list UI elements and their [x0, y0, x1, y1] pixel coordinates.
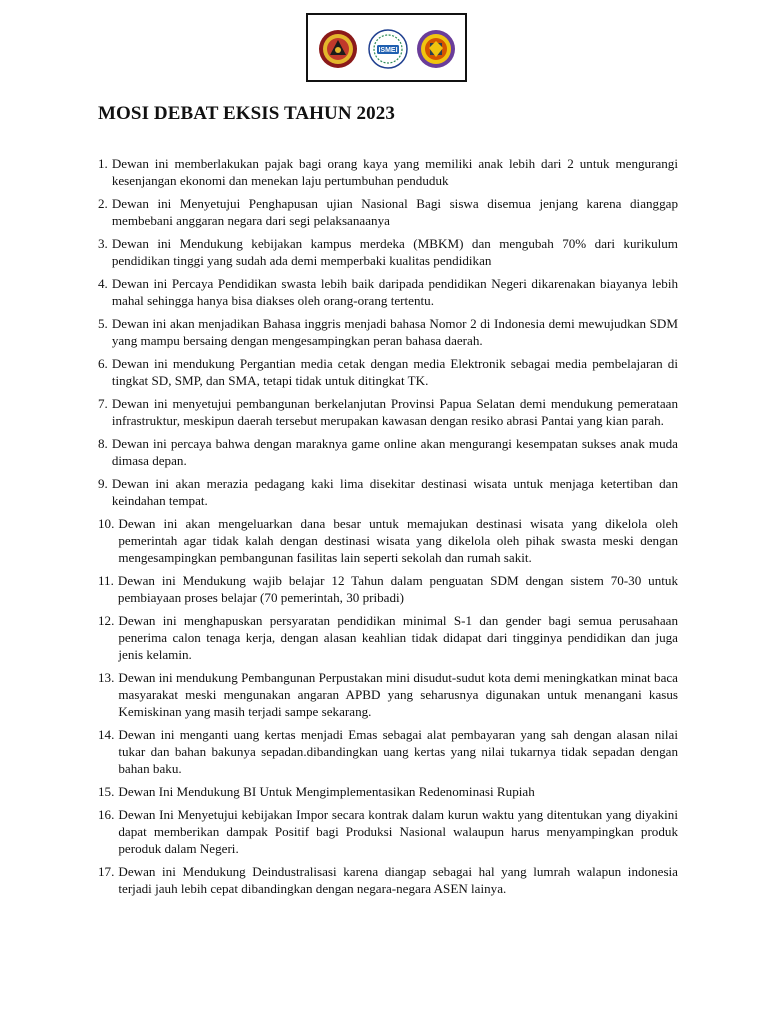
ismei-text: ISMEI: [378, 47, 398, 54]
motion-text: Dewan ini mendukung Pembangunan Perpustakan mini disudut-sudut kota demi meningkatkan minat baca masyarakat meski mengunakan angaran APBD yang seharusnya digunakan untuk menangani kasus Kemiskinan yang masih terjadi sampe sekarang.: [118, 670, 678, 719]
motion-text: Dewan ini Mendukung kebijakan kampus merdeka (MBKM) dan mengubah 70% dari kurikulum pendidikan tinggi yang sudah ada demi memperbaki kualitas pendidikan: [111, 236, 678, 268]
university-seal-left-icon: [318, 29, 358, 69]
motion-number: 10.: [98, 516, 115, 531]
motion-text: Dewan ini menganti uang kertas menjadi Emas sebagai alat pembayaran yang sah dengan alasan nilai tukar dan bahan bakunya sepadan.dibandingkan uang kertas yang nilai tukarnya tidak sepadan dengan bahan baku.: [118, 727, 678, 776]
motion-list: [98, 155, 678, 903]
motion-number: 16.: [98, 807, 115, 822]
motion-item: [98, 155, 678, 189]
motion-number: 13.: [98, 670, 115, 685]
motion-text: Dewan ini Menyetujui Penghapusan ujian Nasional Bagi siswa disemua jenjang karena dianggap membebani anggaran negara dari segi pelaksanaanya: [111, 196, 678, 228]
motion-item: [98, 669, 678, 720]
motion-text: Dewan ini Mendukung Deindustralisasi karena diangap sebagai hal yang lumrah walapun indonesia terjadi jauh lebih cepat dibandingkan dengan negara-negara ASEN lainya.: [118, 864, 678, 896]
motion-text: Dewan ini akan mengeluarkan dana besar untuk memajukan destinasi wisata yang dikelola oleh pemerintah agar tidak kalah dengan destinasi wisata yang dikelola oleh pihak swasta meski dengan mengesampingkan pembangunan fasilitas lain seperti sekolah dan rumah sakit.: [118, 516, 678, 565]
motion-text: Dewan Ini Menyetujui kebijakan Impor secara kontrak dalam kurun waktu yang ditentukan yang diyakini dapat memberikan dampak Positif bagi Produksi Nasional walaupun harus menyampingkan produk peroduk dalam Negeri.: [118, 807, 678, 856]
motion-text: Dewan ini percaya bahwa dengan maraknya game online akan mengurangi kesempatan sukses anak muda dimasa depan.: [111, 436, 678, 468]
motion-number: 15.: [98, 784, 115, 799]
motion-text: Dewan Ini Mendukung BI Untuk Mengimplementasikan Redenominasi Rupiah: [118, 784, 535, 799]
motion-text: Dewan ini menghapuskan persyaratan pendidikan minimal S-1 dan gender bagi semua perusahaan penerima calon tenaga kerja, dengan alasan keahlian tidak didapat dari tingginya pendidikan dan juga jenis kelamin.: [118, 613, 678, 662]
motion-text: Dewan ini akan merazia pedagang kaki lima disekitar destinasi wisata untuk menjaga ketertiban dan keindahan tempat.: [111, 476, 678, 508]
motion-number: 11.: [98, 573, 114, 588]
motion-text: Dewan ini akan menjadikan Bahasa inggris menjadi bahasa Nomor 2 di Indonesia demi mewujudkan SDM yang mampu bersaing dengan mengesampingkan peran bahasa daerah.: [111, 316, 678, 348]
document-title: MOSI DEBAT EKSIS TAHUN 2023: [98, 103, 395, 124]
motion-item: [98, 355, 678, 389]
motion-item: [98, 806, 678, 857]
motion-item: [98, 395, 678, 429]
motion-item: [98, 315, 678, 349]
motion-number: 6.: [98, 356, 108, 371]
motion-number: 14.: [98, 727, 115, 742]
ismei-logo-icon: [368, 29, 408, 69]
motion-number: 9.: [98, 476, 108, 491]
motion-text: Dewan ini memberlakukan pajak bagi orang kaya yang memiliki anak lebih dari 2 untuk mengurangi kesenjangan ekonomi dan menekan laju pertumbuhan penduduk: [111, 156, 678, 188]
motion-number: 12.: [98, 613, 115, 628]
motion-text: Dewan ini Percaya Pendidikan swasta lebih baik daripada pendidikan Negeri dikarenakan biayanya lebih mahal sehingga hanya bisa diakses oleh orang-orang tertentu.: [111, 276, 678, 308]
motion-text: Dewan ini menyetujui pembangunan berkelanjutan Provinsi Papua Selatan demi mendukung pemerataan infrastruktur, meskipun daerah tersebut merupakan kawasan dengan resiko abrasi Pantai yang kian parah.: [111, 396, 678, 428]
motion-item: [98, 195, 678, 229]
motion-text: Dewan ini mendukung Pergantian media cetak dengan media Elektronik sebagai media pembelajaran di tingkat SD, SMP, dan SMA, tetapi tidak untuk ditingkat TK.: [111, 356, 678, 388]
motion-item: [98, 275, 678, 309]
motion-number: 7.: [98, 396, 108, 411]
motion-item: [98, 235, 678, 269]
motion-number: 8.: [98, 436, 108, 451]
university-seal-right-icon: [416, 29, 456, 69]
motion-number: 3.: [98, 236, 108, 251]
motion-item: [98, 572, 678, 606]
motion-item: [98, 435, 678, 469]
motion-item: [98, 726, 678, 777]
motion-number: 5.: [98, 316, 108, 331]
motion-item: [98, 863, 678, 897]
logo-banner: [306, 13, 467, 82]
motion-text: Dewan ini Mendukung wajib belajar 12 Tahun dalam penguatan SDM dengan sistem 70-30 untuk pembiayaan proses belajar (70 pemerintah, 30 pribadi): [117, 573, 678, 605]
motion-item: [98, 612, 678, 663]
motion-number: 2.: [98, 196, 108, 211]
motion-number: 1.: [98, 156, 108, 171]
motion-item: [98, 475, 678, 509]
motion-item: [98, 783, 678, 800]
motion-item: [98, 515, 678, 566]
motion-number: 4.: [98, 276, 108, 291]
motion-number: 17.: [98, 864, 115, 879]
